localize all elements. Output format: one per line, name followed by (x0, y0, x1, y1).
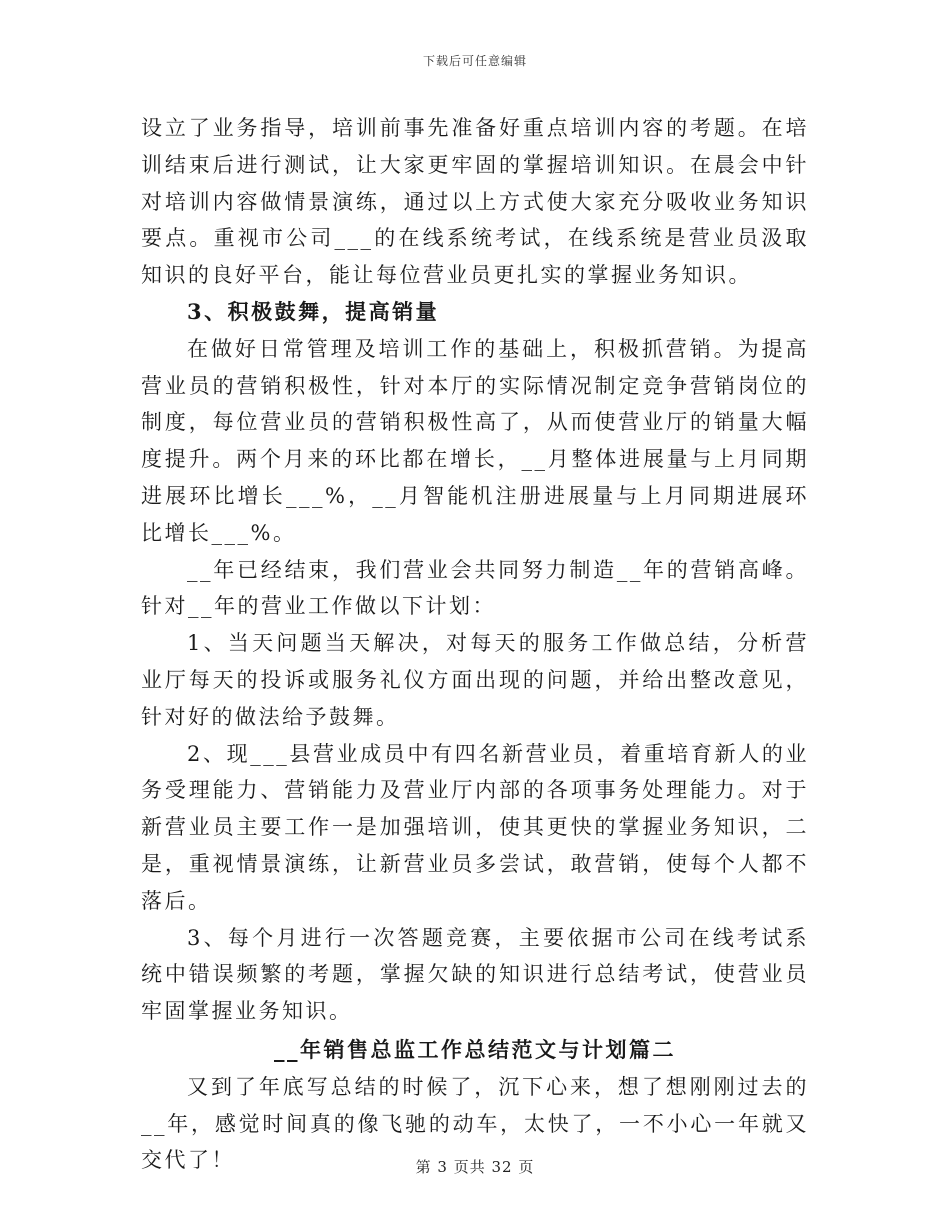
paragraph-plan-intro: __年已经结束，我们营业会共同努力制造__年的营销高峰。针对__年的营业工作做以下计划： (141, 557, 809, 619)
subheading-sales-encouragement: 3、积极鼓舞，提高销量 (187, 298, 440, 324)
paragraph-continued: 设立了业务指导，培训前事先准备好重点培训内容的考题。在培训结束后进行测试，让大家更牢固的掌握培训知识。在晨会中针对培训内容做情景演练，通过以上方式使大家充分吸收业务知识要点。重视市公司___的在线系统考试，在线系统是营业员汲取知识的良好平台，能让每位营业员更扎实的掌握业务知识。 (141, 116, 809, 288)
paragraph-section-two-intro: 又到了年底写总结的时候了，沉下心来，想了想刚刚过去的__年，感觉时间真的像飞驰的动车，太快了，一不小心一年就又交代了！ (141, 1074, 809, 1173)
page-header: 下载后可任意编辑 (422, 54, 527, 68)
plan-item-3: 3、每个月进行一次答题竞赛，主要依据市公司在线考试系统中错误频繁的考题，掌握欠缺的知识进行总结考试，使营业员牢固掌握业务知识。 (141, 925, 809, 1024)
page-number: 第 3 页共 32 页 (415, 1158, 535, 1176)
plan-item-2: 2、现___县营业成员中有四名新营业员，着重培育新人的业务受理能力、营销能力及营业厅内部的各项事务处理能力。对于新营业员主要工作一是加强培训，使其更快的掌握业务知识，二是，重视情景演练，让新营业员多尝试，敢营销，使每个人都不落后。 (141, 741, 809, 913)
plan-item-1: 1、当天问题当天解决，对每天的服务工作做总结，分析营业厅每天的投诉或服务礼仪方面出现的问题，并给出整改意见，针对好的做法给予鼓舞。 (141, 631, 809, 729)
document-body (141, 110, 809, 1179)
paragraph-sales: 在做好日常管理及培训工作的基础上，积极抓营销。为提高营业员的营销积极性，针对本厅的实际情况制定竞争营销岗位的制度，每位营业员的营销积极性高了，从而使营业厅的销量大幅度提升。两个月来的环比都在增长，__月整体进展量与上月同期进展环比增长___%，__月智能机注册进展量与上月同期进展环比增长___%。 (141, 336, 809, 545)
section-title: __年销售总监工作总结范文与计划篇二 (274, 1036, 676, 1062)
